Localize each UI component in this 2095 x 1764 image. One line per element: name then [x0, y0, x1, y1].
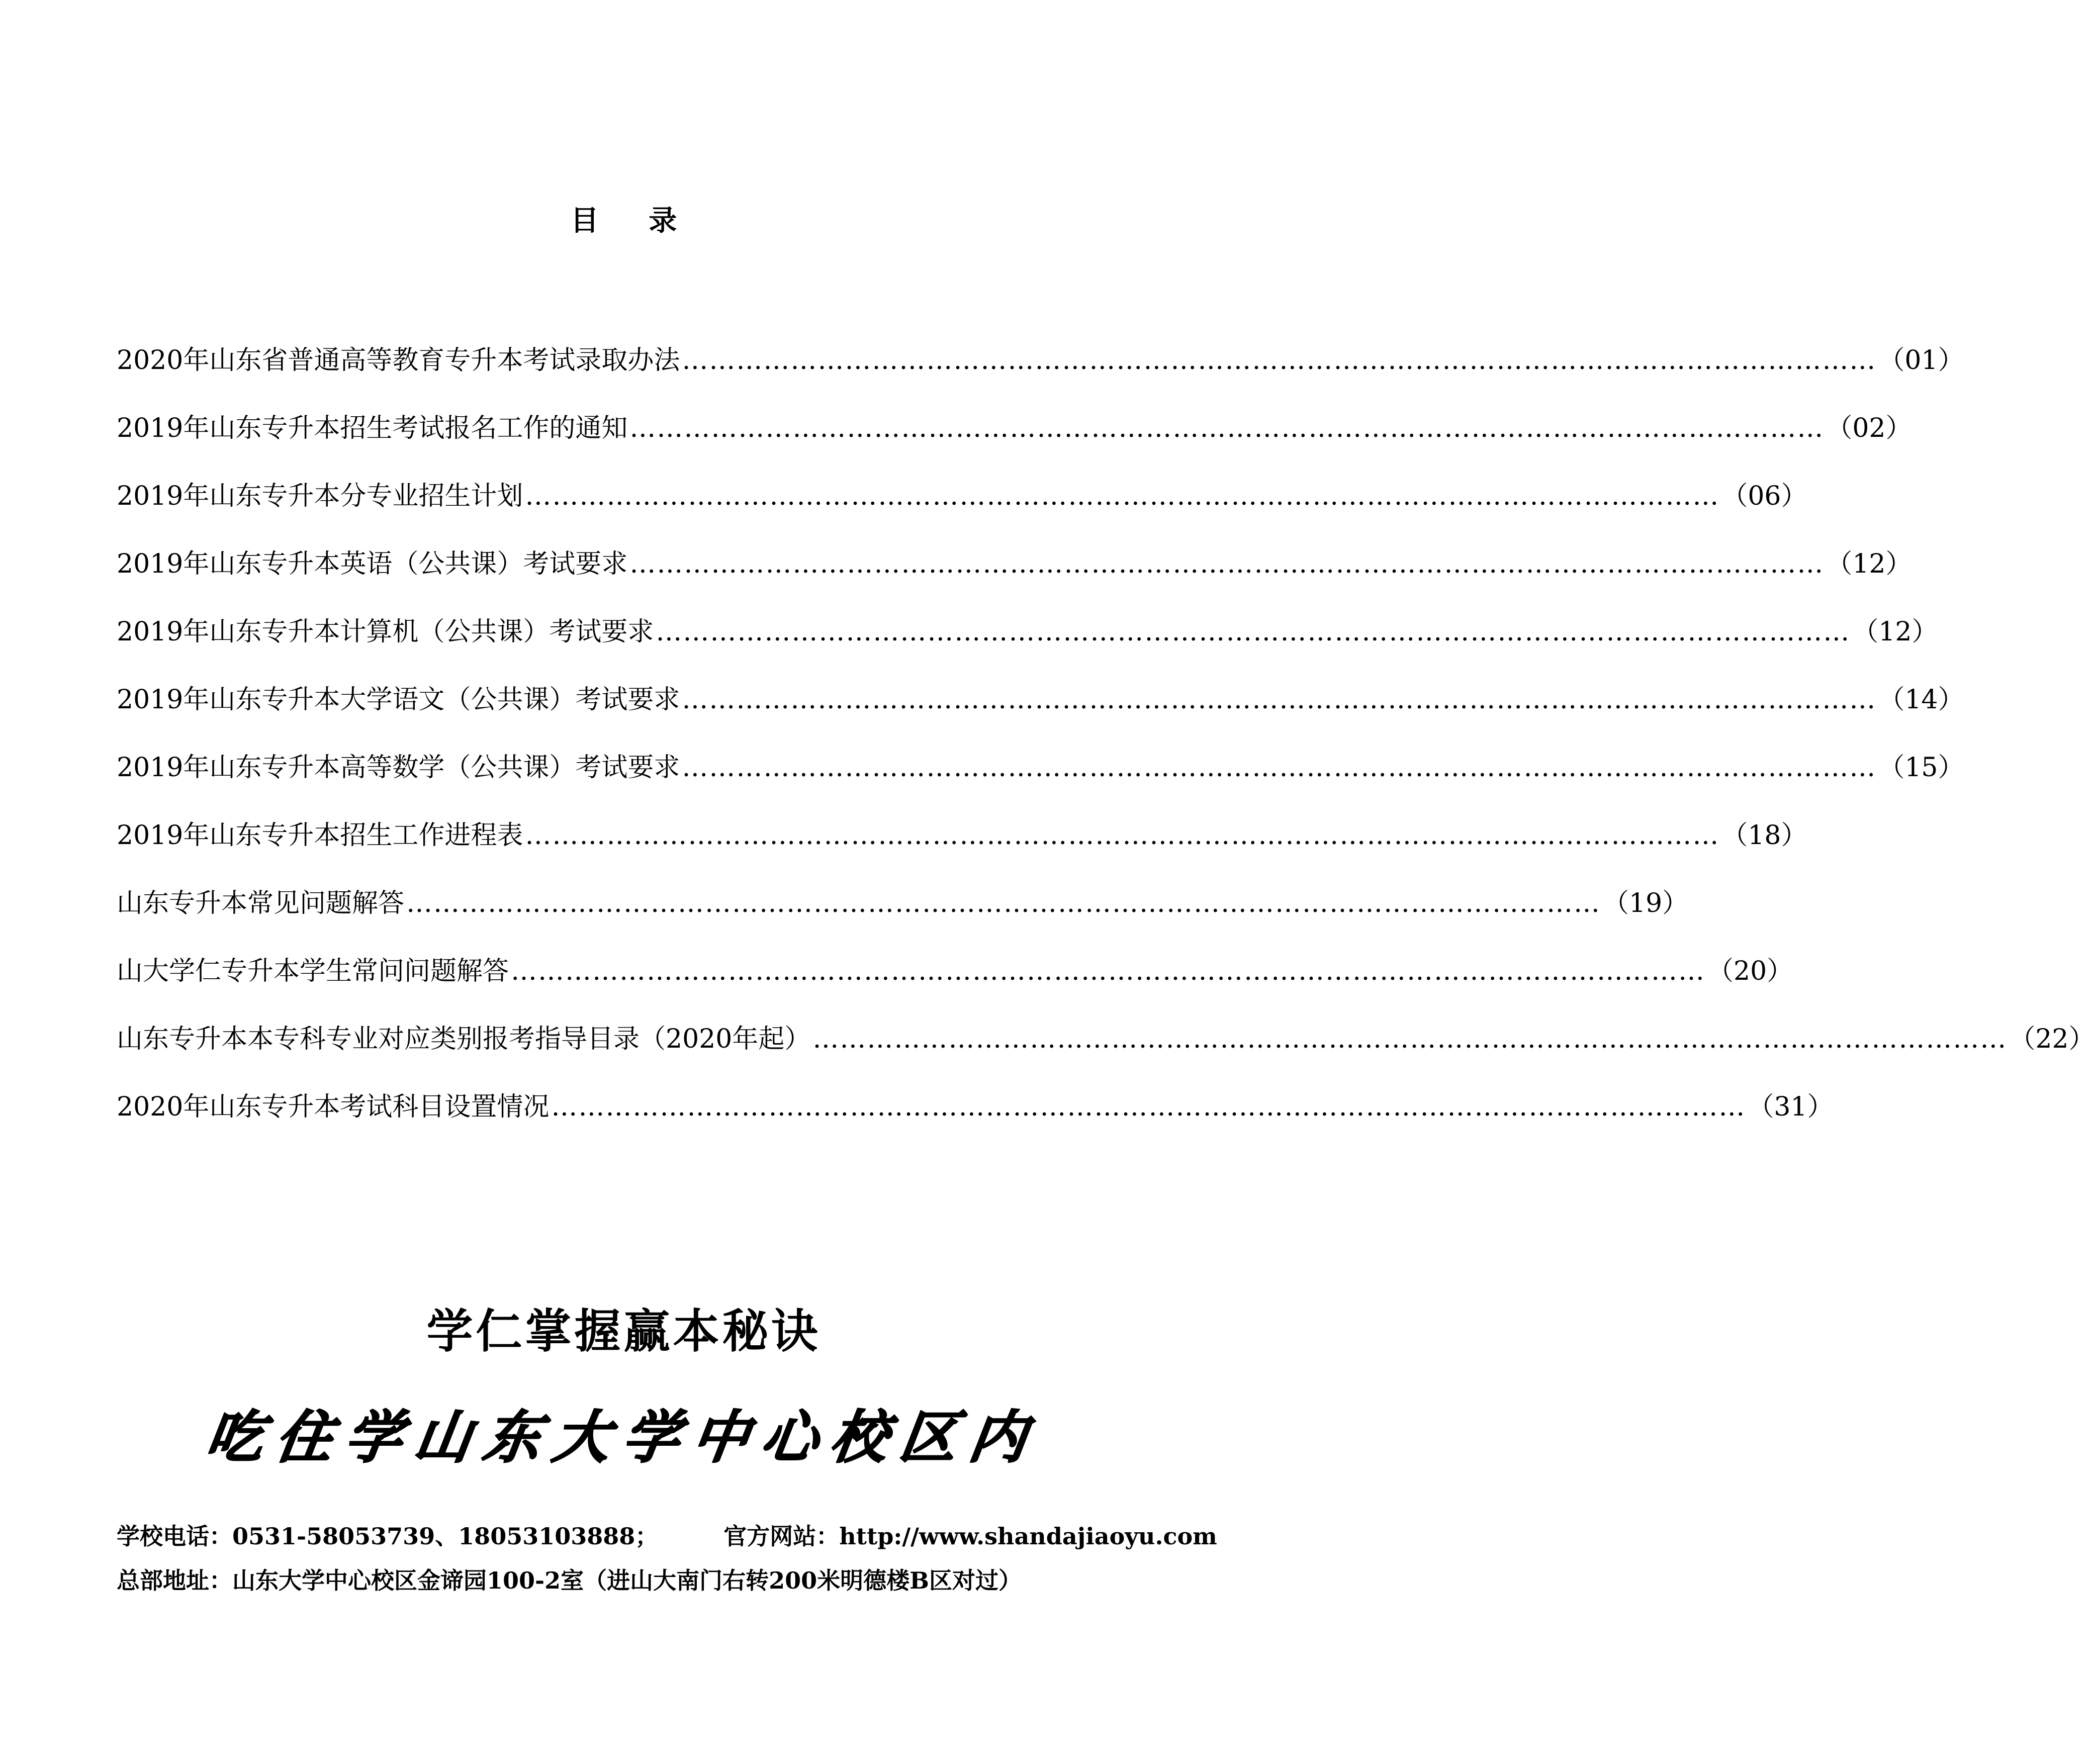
toc-item[interactable]	[117, 541, 1912, 609]
toc-leader: ……………………………………………………………………………………………………………………	[629, 549, 1825, 579]
slogan-calligraphy: 吃住学山东大学中心校区内	[202, 1405, 1044, 1470]
toc-item-page: （06）	[1721, 481, 1807, 511]
toc-item[interactable]	[117, 813, 1807, 881]
address-label: 总部地址：	[117, 1567, 232, 1594]
toc-leader: ……………………………………………………………………………………………………………………	[525, 820, 1720, 851]
toc-item-text: 2019年山东专升本计算机（公共课）考试要求	[117, 617, 654, 647]
toc-item-text: 2019年山东专升本招生考试报名工作的通知	[117, 413, 628, 443]
toc-item[interactable]	[117, 745, 1964, 813]
toc-item-text: 2019年山东专升本英语（公共课）考试要求	[117, 549, 628, 579]
toc-list	[117, 338, 2095, 1152]
toc-item-text: 山大学仁专升本学生常问问题解答	[117, 956, 509, 986]
toc-item-text: 2019年山东专升本招生工作进程表	[117, 820, 523, 851]
toc-leader: ……………………………………………………………………………………………………………………	[682, 685, 1877, 715]
toc-leader: ……………………………………………………………………………………………………………………	[629, 413, 1825, 443]
toc-leader: ……………………………………………………………………………………………………………………	[406, 888, 1601, 918]
toc-leader: ……………………………………………………………………………………………………………………	[812, 1024, 2008, 1054]
phone-value: 0531-58053739、18053103888；	[232, 1523, 659, 1550]
toc-leader: ……………………………………………………………………………………………………………………	[682, 753, 1877, 783]
contact-line-phone-website	[117, 1518, 1217, 1551]
website-label: 官方网站：	[723, 1523, 840, 1550]
toc-item[interactable]	[117, 1016, 2095, 1084]
toc-item-text: 2019年山东专升本大学语文（公共课）考试要求	[117, 685, 680, 715]
phone-label: 学校电话：	[117, 1523, 232, 1550]
toc-item-text: 2020年山东专升本考试科目设置情况	[117, 1092, 550, 1122]
toc-title: 目 录	[570, 204, 697, 237]
toc-leader: ……………………………………………………………………………………………………………………	[525, 481, 1720, 511]
toc-item-page: （31）	[1748, 1092, 1834, 1122]
toc-item-page: （20）	[1707, 956, 1793, 986]
toc-leader: ……………………………………………………………………………………………………………………	[656, 617, 1851, 647]
toc-item-page: （15）	[1878, 753, 1964, 783]
toc-leader: ……………………………………………………………………………………………………………………	[511, 956, 1706, 986]
toc-item-text: 2019年山东专升本高等数学（公共课）考试要求	[117, 753, 680, 783]
toc-item-text: 山东专升本本专科专业对应类别报考指导目录（2020年起）	[117, 1024, 811, 1054]
toc-item-page: （02）	[1826, 413, 1912, 443]
toc-item-page: （12）	[1826, 549, 1912, 579]
toc-leader: ……………………………………………………………………………………………………………………	[682, 345, 1877, 376]
toc-item[interactable]	[117, 406, 1912, 474]
toc-item-page: （14）	[1878, 685, 1964, 715]
toc-item-text: 2019年山东专升本分专业招生计划	[117, 481, 523, 511]
toc-item[interactable]	[117, 881, 1689, 949]
toc-item-text: 2020年山东省普通高等教育专升本考试录取办法	[117, 345, 680, 376]
toc-item-page: （19）	[1603, 888, 1689, 918]
toc-item-page: （01）	[1878, 345, 1964, 376]
toc-item-text: 山东专升本常见问题解答	[117, 888, 405, 918]
toc-leader: ……………………………………………………………………………………………………………………	[551, 1092, 1746, 1122]
toc-item[interactable]	[117, 609, 1938, 677]
toc-item-page: （18）	[1721, 820, 1807, 851]
toc-item-page: （22）	[2009, 1024, 2095, 1054]
address-value: 山东大学中心校区金谛园100-2室（进山大南门右转200米明德楼B区对过）	[232, 1567, 1022, 1594]
toc-item[interactable]	[117, 1084, 1834, 1152]
toc-item-page: （12）	[1852, 617, 1938, 647]
slogan-headline: 学仁掌握赢本秘诀	[426, 1304, 821, 1358]
contact-line-address	[117, 1562, 1172, 1596]
toc-item[interactable]	[117, 338, 1964, 406]
toc-item[interactable]	[117, 474, 1807, 541]
toc-item[interactable]	[117, 677, 1964, 745]
toc-item[interactable]	[117, 949, 1793, 1016]
website-link[interactable]: http://www.shandajiaoyu.com	[839, 1523, 1217, 1550]
